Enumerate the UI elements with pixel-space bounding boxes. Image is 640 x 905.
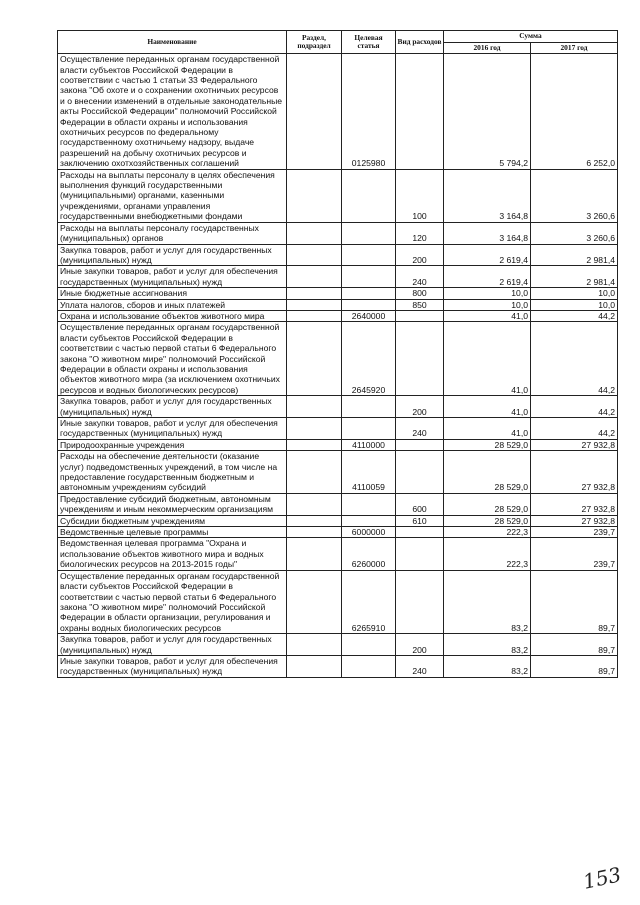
row-name: Иные бюджетные ассигнования xyxy=(58,288,287,299)
row-kind: 100 xyxy=(396,169,444,222)
row-section xyxy=(287,396,342,418)
row-2017: 27 932,8 xyxy=(531,439,618,450)
row-2017: 89,7 xyxy=(531,634,618,656)
row-section xyxy=(287,288,342,299)
row-target xyxy=(342,266,396,288)
row-2016: 41,0 xyxy=(444,418,531,440)
row-2016: 28 529,0 xyxy=(444,451,531,494)
row-name: Закупка товаров, работ и услуг для государственных (муниципальных) нужд xyxy=(58,634,287,656)
row-name: Иные закупки товаров, работ и услуг для обеспечения государственных (муниципальных) нужд xyxy=(58,655,287,677)
row-section xyxy=(287,54,342,169)
budget-table xyxy=(57,30,618,678)
row-name: Осуществление переданных органам государственной власти субъектов Российской Федерации в соответствии с частью первой статьи 6 Федерального закона "О животном мире" полномочий Российской Федерации в области организации, регулирования и охраны водных биологических ресурсов xyxy=(58,570,287,633)
row-name: Природоохранные учреждения xyxy=(58,439,287,450)
header-year-2017: 2017 год xyxy=(531,42,618,54)
table-row xyxy=(58,266,618,288)
row-name: Уплата налогов, сборов и иных платежей xyxy=(58,299,287,310)
row-section xyxy=(287,310,342,321)
row-2017: 44,2 xyxy=(531,396,618,418)
header-sum: Сумма xyxy=(444,31,618,43)
row-2016: 3 164,8 xyxy=(444,169,531,222)
row-kind xyxy=(396,451,444,494)
row-kind: 240 xyxy=(396,266,444,288)
row-2016: 83,2 xyxy=(444,570,531,633)
table-body xyxy=(58,54,618,678)
header-kind: Вид расходов xyxy=(396,31,444,54)
row-2016: 41,0 xyxy=(444,396,531,418)
row-name: Расходы на обеспечение деятельности (оказание услуг) подведомственных учреждений, в том числе на предоставление государственным бюджетным и автономным учреждениям субсидий xyxy=(58,451,287,494)
table-row xyxy=(58,288,618,299)
row-kind: 800 xyxy=(396,288,444,299)
row-kind xyxy=(396,322,444,396)
row-target: 6265910 xyxy=(342,570,396,633)
row-section xyxy=(287,493,342,515)
header-name: Наименование xyxy=(58,31,287,54)
row-section xyxy=(287,570,342,633)
row-kind: 600 xyxy=(396,493,444,515)
row-section xyxy=(287,299,342,310)
row-target: 4110000 xyxy=(342,439,396,450)
table-row xyxy=(58,439,618,450)
row-name: Осуществление переданных органам государственной власти субъектов Российской Федерации в соответствии с частью первой статьи 6 Федерального закона "О животном мире" полномочий Российской Федерации в области охраны и использования объектов животного мира (за исключением охотничьих ресурсов и водных биологических ресурсов) xyxy=(58,322,287,396)
row-2016: 10,0 xyxy=(444,299,531,310)
table-row xyxy=(58,54,618,169)
row-name: Ведомственные целевые программы xyxy=(58,527,287,538)
row-kind: 240 xyxy=(396,655,444,677)
row-target: 2645920 xyxy=(342,322,396,396)
table-row xyxy=(58,169,618,222)
row-2017: 44,2 xyxy=(531,418,618,440)
row-name: Закупка товаров, работ и услуг для государственных (муниципальных) нужд xyxy=(58,244,287,266)
row-kind xyxy=(396,538,444,570)
table-row xyxy=(58,538,618,570)
row-name: Осуществление переданных органам государственной власти субъектов Российской Федерации в соответствии с частью 1 статьи 33 Федерального закона "Об охоте и о сохранении охотничьих ресурсов и о внесении изменений в отдельные законодательные акты Российской Федерации" полномочий Российской Федерации в области охраны и использования охотничьих ресурсов по федеральному государственному охотничьему надзору, выдаче разрешений на добычу охотничьих ресурсов и заключению охотхозяйственных соглашений xyxy=(58,54,287,169)
table-row xyxy=(58,299,618,310)
table-row xyxy=(58,322,618,396)
row-name: Иные закупки товаров, работ и услуг для обеспечения государственных (муниципальных) нужд xyxy=(58,266,287,288)
row-target: 0125980 xyxy=(342,54,396,169)
table-row xyxy=(58,570,618,633)
table-row xyxy=(58,451,618,494)
row-kind xyxy=(396,310,444,321)
table-row xyxy=(58,222,618,244)
row-section xyxy=(287,439,342,450)
row-target xyxy=(342,418,396,440)
row-target: 2640000 xyxy=(342,310,396,321)
row-name: Расходы на выплаты персоналу государственных (муниципальных) органов xyxy=(58,222,287,244)
table-row xyxy=(58,244,618,266)
table-row xyxy=(58,515,618,526)
row-name: Иные закупки товаров, работ и услуг для обеспечения государственных (муниципальных) нужд xyxy=(58,418,287,440)
row-target: 4110059 xyxy=(342,451,396,494)
row-name: Предоставление субсидий бюджетным, автономным учреждениям и иным некоммерческим организациям xyxy=(58,493,287,515)
row-target xyxy=(342,396,396,418)
row-section xyxy=(287,451,342,494)
row-target xyxy=(342,634,396,656)
row-name: Субсидии бюджетным учреждениям xyxy=(58,515,287,526)
row-name: Охрана и использование объектов животного мира xyxy=(58,310,287,321)
row-section xyxy=(287,418,342,440)
row-kind: 200 xyxy=(396,244,444,266)
row-2017: 2 981,4 xyxy=(531,244,618,266)
row-kind: 850 xyxy=(396,299,444,310)
row-section xyxy=(287,222,342,244)
page-number: 153 xyxy=(580,862,624,894)
row-2017: 27 932,8 xyxy=(531,451,618,494)
row-2017: 3 260,6 xyxy=(531,222,618,244)
budget-document xyxy=(57,30,617,678)
row-kind: 610 xyxy=(396,515,444,526)
row-name: Закупка товаров, работ и услуг для государственных (муниципальных) нужд xyxy=(58,396,287,418)
row-target: 6260000 xyxy=(342,538,396,570)
table-row xyxy=(58,418,618,440)
row-target xyxy=(342,655,396,677)
row-section xyxy=(287,515,342,526)
row-2016: 83,2 xyxy=(444,655,531,677)
row-2017: 2 981,4 xyxy=(531,266,618,288)
row-kind: 240 xyxy=(396,418,444,440)
header-target: Целевая статья xyxy=(342,31,396,54)
row-2017: 239,7 xyxy=(531,527,618,538)
table-header xyxy=(58,31,618,54)
table-row xyxy=(58,655,618,677)
row-section xyxy=(287,527,342,538)
table-row xyxy=(58,493,618,515)
row-section xyxy=(287,634,342,656)
row-section xyxy=(287,538,342,570)
row-section xyxy=(287,244,342,266)
row-2017: 27 932,8 xyxy=(531,515,618,526)
table-row xyxy=(58,527,618,538)
row-2016: 28 529,0 xyxy=(444,439,531,450)
row-2016: 3 164,8 xyxy=(444,222,531,244)
row-kind: 200 xyxy=(396,634,444,656)
row-2017: 239,7 xyxy=(531,538,618,570)
row-2016: 41,0 xyxy=(444,310,531,321)
row-section xyxy=(287,169,342,222)
row-2016: 5 794,2 xyxy=(444,54,531,169)
table-row xyxy=(58,634,618,656)
row-kind xyxy=(396,570,444,633)
row-2016: 2 619,4 xyxy=(444,266,531,288)
row-name: Ведомственная целевая программа "Охрана и использование объектов животного мира и водных биологических ресурсов на 2013-2015 годы" xyxy=(58,538,287,570)
row-2017: 89,7 xyxy=(531,655,618,677)
header-year-2016: 2016 год xyxy=(444,42,531,54)
row-kind: 200 xyxy=(396,396,444,418)
row-target xyxy=(342,288,396,299)
row-2017: 27 932,8 xyxy=(531,493,618,515)
row-2017: 10,0 xyxy=(531,288,618,299)
row-target xyxy=(342,244,396,266)
row-2017: 6 252,0 xyxy=(531,54,618,169)
row-kind xyxy=(396,54,444,169)
row-section xyxy=(287,655,342,677)
row-kind: 120 xyxy=(396,222,444,244)
table-row xyxy=(58,310,618,321)
row-2016: 41,0 xyxy=(444,322,531,396)
row-kind xyxy=(396,527,444,538)
row-section xyxy=(287,266,342,288)
row-2017: 10,0 xyxy=(531,299,618,310)
row-2016: 83,2 xyxy=(444,634,531,656)
row-name: Расходы на выплаты персоналу в целях обеспечения выполнения функций государственными (муниципальными) органами, казенными учреждениями, органами управления государственными внебюджетными фондами xyxy=(58,169,287,222)
row-2016: 222,3 xyxy=(444,538,531,570)
header-section: Раздел, подраздел xyxy=(287,31,342,54)
row-2016: 28 529,0 xyxy=(444,515,531,526)
row-2017: 3 260,6 xyxy=(531,169,618,222)
row-target xyxy=(342,169,396,222)
row-target xyxy=(342,493,396,515)
row-kind xyxy=(396,439,444,450)
table-row xyxy=(58,396,618,418)
row-2016: 2 619,4 xyxy=(444,244,531,266)
row-target xyxy=(342,299,396,310)
row-target: 6000000 xyxy=(342,527,396,538)
row-section xyxy=(287,322,342,396)
row-target xyxy=(342,222,396,244)
row-2017: 89,7 xyxy=(531,570,618,633)
row-2017: 44,2 xyxy=(531,322,618,396)
row-2017: 44,2 xyxy=(531,310,618,321)
row-2016: 10,0 xyxy=(444,288,531,299)
row-target xyxy=(342,515,396,526)
row-2016: 28 529,0 xyxy=(444,493,531,515)
row-2016: 222,3 xyxy=(444,527,531,538)
